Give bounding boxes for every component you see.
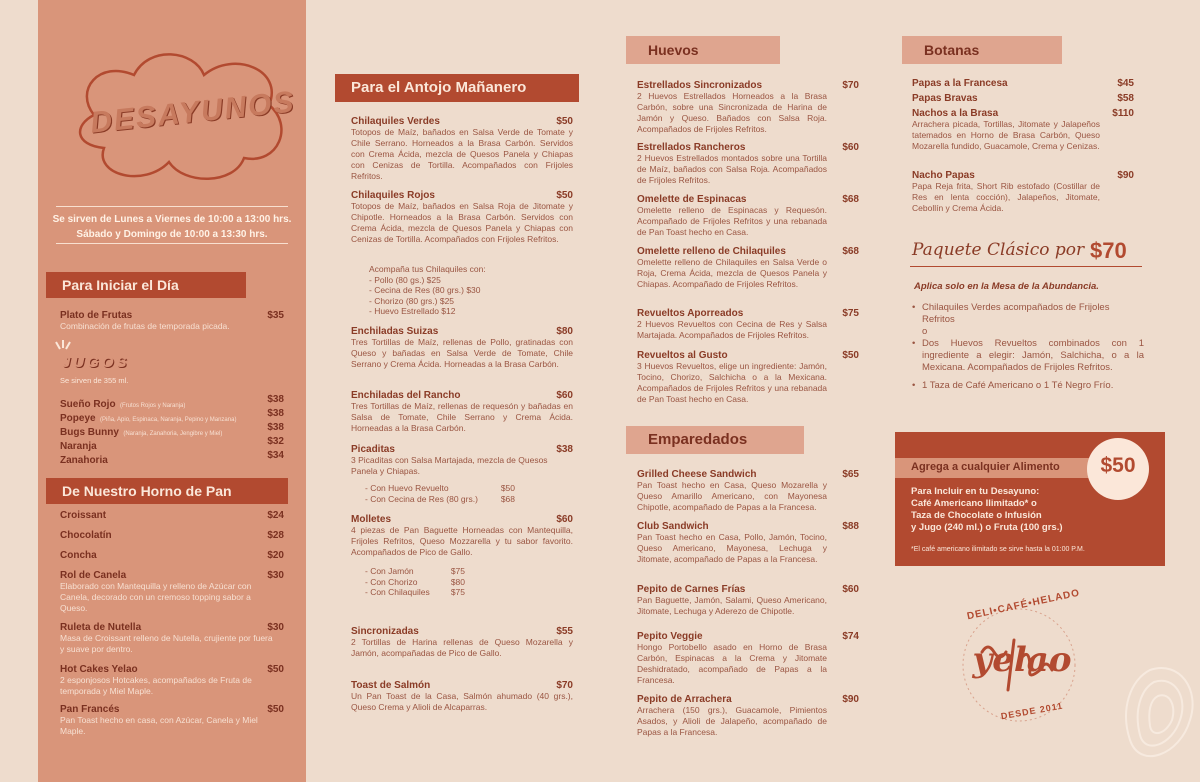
contour-decoration (1120, 660, 1200, 782)
list-item: Pan Francés $50 Pan Toast hecho en casa, con Azúcar, Canela y Miel Maple. (60, 704, 284, 736)
jugos-subtitle: Se sirven de 355 ml. (60, 376, 129, 385)
menu-item: Estrellados Rancheros $60 2 Huevos Estrellados montados sobre una Tortilla de Maíz, bañados con Salsa Roja. Acompañados de Frijoles Refritos. (637, 142, 859, 185)
agrega-box (895, 432, 1165, 566)
list-item: Rol de Canela $30 Elaborado con Mantequilla y relleno de Azúcar con Canela, decorado con un cremoso topping sabor a Queso. (60, 570, 284, 613)
list-item: Ruleta de Nutella $30 Masa de Croissant relleno de Nutella, crujiente por fuera y suave por dentro. (60, 622, 284, 654)
divider (910, 266, 1142, 267)
agrega-lines: Para Incluir en tu Desayuno: Café Americano Ilimitado* o Taza de Chocolate o Infusión y Jugo (240 ml.) o Fruta (100 grs.) (911, 486, 1063, 533)
menu-item: Revueltos Aporreados $75 2 Huevos Revueltos con Cecina de Res y Salsa Martajada. Acompañados de Frijoles Refritos. (637, 308, 859, 340)
list-item: • Chilaquiles Verdes acompañados de Frijoles Refritos (912, 302, 1110, 325)
menu-item: Chilaquiles Rojos $50 Totopos de Maíz, bañados en Salsa Roja de Jitomate y Chipotle. Horneados a la Brasa Carbón. Servidos con Crema Ácida, mezcla de Quesos Panela y Chiapas con Cenizas de Tortilla. Acompañados con Frijoles Refritos. (351, 190, 573, 244)
hours-weekend: Sábado y Domingo de 10:00 a 13:30 hrs. (76, 229, 268, 240)
menu-item: Pepito de Carnes Frías $60 Pan Baguette, Jamón, Salami, Queso Americano, Jitomate, Lechuga y Aderezo de Chipotle. (637, 584, 859, 616)
list-item: • Dos Huevos Revueltos combinados con 1 ingrediente a elegir: Jamón, Salchicha, o a la Mexicana. Acompañados de Frijoles Refritos. (912, 338, 1144, 373)
agrega-price: $50 (1100, 454, 1136, 477)
menu-item: Club Sandwich $88 Pan Toast hecho en Casa, Pollo, Jamón, Tocino, Queso Americano, Mayonesa, Lechuga y Jitomate, acompañado de Papas a la Francesa. (637, 521, 859, 564)
page-title: DESAYUNOS (88, 85, 297, 140)
item-price: $35 (267, 310, 284, 321)
menu-item: Enchiladas del Rancho $60 Tres Tortillas de Maíz, rellenas de requesón y bañadas en Salsa de Tomate, Chile Serrano y Crema Ácida. Horneadas a la Brasa Carbón. (351, 390, 573, 433)
paquete-price: $70 (1090, 238, 1127, 263)
menu-item: Enchiladas Suizas $80 Tres Tortillas de Maíz, rellenas de Pollo, gratinadas con Queso y bañadas en Salsa Verde de Tomate, Chile Serrano y Crema Ácida. Horneadas a la Brasa Carbón. (351, 326, 573, 369)
menu-item: Revueltos al Gusto $50 3 Huevos Revueltos, elige un ingrediente: Jamón, Tocino, Chorizo, Salchicha o a la Mexicana. Acompañados de Frijoles Refritos y una rebanada de Pan Toast hecho en Casa. (637, 350, 859, 404)
item-name: Plato de Frutas (60, 310, 133, 321)
menu-item: Grilled Cheese Sandwich $65 Pan Toast hecho en Casa, Queso Mozarella y Queso Amarillo Americano, con Mayonesa Chipotle, acompañado de Papas a la Francesa. (637, 469, 859, 512)
section-heading-huevos: Huevos (626, 36, 780, 64)
divider (56, 206, 288, 207)
jugos-list (60, 394, 284, 464)
list-item: • 1 Taza de Café Americano o 1 Té Negro Frío. (912, 380, 1114, 391)
jugos-title: JUGOS (62, 354, 130, 371)
list-item: Concha $20 (60, 550, 284, 561)
logo-name: yelao (972, 640, 1072, 680)
list-item: Popeye (Piña, Apio, Espinaca, Naranja, Pepino y Manzana) $38 (60, 408, 284, 424)
menu-item: Omelette relleno de Chilaquiles $68 Omelette relleno de Chilaquiles en Salsa Verde o Roja, Crema Ácida, mezcla de Quesos Panela y Chiapas. Acompañado de Frijoles Refritos. (637, 246, 859, 289)
agrega-title: Agrega a cualquier Alimento (911, 461, 1060, 473)
menu-item: Nachos a la Brasa $110 Arrachera picada, Tortillas, Jitomate y Jalapeños tatemados en Horno de Brasa Carbón, Queso Mozarella fundido, Guacamole, Crema y Cenizas. (912, 108, 1134, 151)
left-panel (38, 0, 306, 782)
item-desc: Combinación de frutas de temporada picada. (60, 321, 230, 331)
menu-item: Estrellados Sincronizados $70 2 Huevos Estrellados Horneados a la Brasa Carbón, sobre una Sincronizada de Harina de Jamón y Queso. Bañados con Salsa Roja. Acompañados de Frijoles Refritos. (637, 80, 859, 134)
menu-item: Pepito de Arrachera $90 Arrachera (150 grs.), Guacamole, Pimientos Asados, y Alioli de Jalapeño, acompañado de Papas a la Francesa. (637, 694, 859, 737)
emparedados-list (637, 469, 859, 746)
list-item: Hot Cakes Yelao $50 2 esponjosos Hotcakes, acompañados de Fruta de temporada y Miel Maple. (60, 664, 284, 696)
antojo-list (351, 116, 573, 720)
paquete-list: • Chilaquiles Verdes acompañados de Frijoles Refritos o • Dos Huevos Revueltos combinados con 1 ingrediente a elegir: Jamón, Salchicha, o a la Mexicana. Acompañados de Frijoles Refritos. • 1 Taza de Café Americano o 1 Té Negro Frío. (912, 302, 1144, 391)
list-item: Croissant $24 (60, 510, 284, 521)
menu-item: Papas a la Francesa $45 (912, 78, 1134, 89)
acompana-box: Acompaña tus Chilaquiles con: - Pollo (80 gs.) $25 - Cecina de Res (80 grs.) $30 - Chorizo (80 grs.) $25 - Huevo Estrellado $12 (369, 264, 486, 316)
list-item: Sueño Rojo (Frutos Rojos y Naranja) $38 (60, 394, 284, 410)
horno-list (60, 510, 284, 744)
menu-item: Papas Bravas $58 (912, 93, 1134, 104)
paquete-subtitle: Aplica solo en la Mesa de la Abundancia. (914, 281, 1099, 292)
list-item: Bugs Bunny (Naranja, Zanahoria, Jengibre y Miel) $38 (60, 422, 284, 438)
menu-item (60, 310, 284, 332)
logo-since: DESDE 2011 (1000, 700, 1064, 722)
logo-tagline: DELI•CAFÉ•HELADO (966, 587, 1082, 623)
botanas-list (912, 78, 1134, 222)
list-item: Naranja $32 (60, 436, 284, 452)
menu-item: Omelette de Espinacas $68 Omelette relleno de Espinacas y Requesón. Acompañado de Frijoles Refritos y una rebanada de Pan Toast hecho en Casa. (637, 194, 859, 237)
menu-item: Molletes $60 4 piezas de Pan Baguette Horneadas con Mantequilla, Frijoles Refritos, Queso Mozzarella y tu sabor favorito. Acompañados de Pico de Gallo. - Con Jamón $75 - Con Chorizo $80 - Con Chilaquiles $75 (351, 514, 573, 597)
huevos-list (637, 80, 859, 410)
menu-item: Nacho Papas $90 Papa Reja frita, Short Rib estofado (Costillar de Res en lenta cocción), Jalapeños, Jitomate, Cebollín y Crema Ácida. (912, 170, 1134, 213)
menu-item: Sincronizadas $55 2 Tortillas de Harina rellenas de Queso Mozarella y Jamón, acompañadas de Pico de Gallo. (351, 626, 573, 658)
menu-item: Toast de Salmón $70 Un Pan Toast de la Casa, Salmón ahumado (40 grs.), Queso Crema y Alioli de Alcaparras. (351, 680, 573, 712)
section-heading-botanas: Botanas (902, 36, 1062, 64)
paquete-title: Paquete Clásico por (912, 240, 1085, 260)
divider (56, 243, 288, 244)
section-heading-antojo: Para el Antojo Mañanero (335, 74, 579, 102)
agrega-footnote: *El café americano ilimitado se sirve hasta la 01:00 P.M. (911, 546, 1085, 553)
hours-weekdays: Se sirven de Lunes a Viernes de 10:00 a 13:00 hrs. (52, 214, 292, 225)
section-heading-iniciar: Para Iniciar el Día (46, 272, 246, 298)
section-heading-emparedados: Emparedados (626, 426, 804, 454)
list-item: Chocolatín $28 (60, 530, 284, 541)
menu-item: Chilaquiles Verdes $50 Totopos de Maíz, bañados en Salsa Verde de Tomate y Chile Serrano. Horneados a la Brasa Carbón. Servidos con Crema Ácida, mezcla de Quesos Panela y Chiapas con Cenizas de Tortilla. Acompañados con Frijoles Refritos. (351, 116, 573, 181)
section-heading-horno: De Nuestro Horno de Pan (46, 478, 288, 504)
list-item: Zanahoria $34 (60, 450, 284, 466)
menu-item: Pepito Veggie $74 Hongo Portobello asado en Horno de Brasa Carbón, Espinacas a la Crema y Jitomate Deshidratado, acompañado de Papas a la Francesa. (637, 631, 859, 685)
menu-item: Picaditas $38 3 Picaditas con Salsa Martajada, mezcla de Quesos Panela y Chiapas. - Con Huevo Revuelto $50 - Con Cecina de Res (80 grs.) $68 (351, 444, 573, 504)
